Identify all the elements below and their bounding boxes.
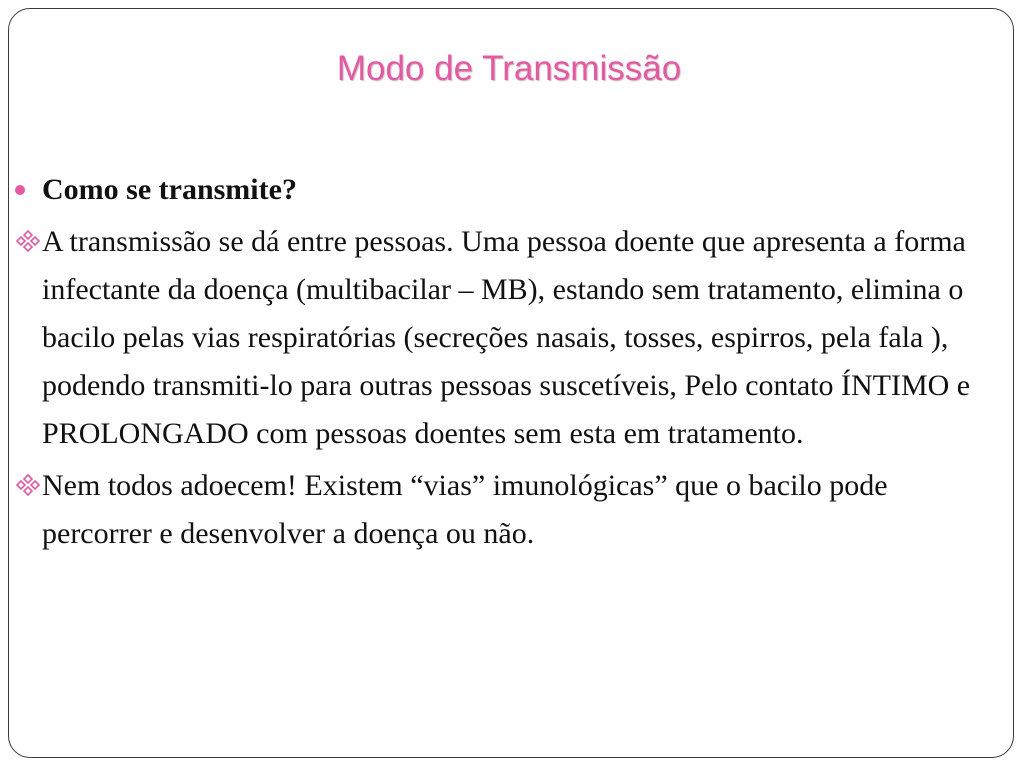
paragraph-text: A transmissão se dá entre pessoas. Uma pessoa doente que apresenta a forma infectante da doença (multibacilar – MB), estando sem tratamento, elimina o bacilo pelas vias respiratórias (secreções nasais, tosses, espirros, pela fala ), podendo transmiti-lo para outras pessoas suscetíveis, Pelo contato ÍNTIMO e PROLONGADO com pessoas doentes sem esta em tratamento.	[42, 225, 971, 450]
bullet-heading	[9, 166, 999, 214]
paragraph-text: Nem todos adoecem! Existem “vias” imunológicas” que o bacilo pode percorrer e desenvolver a doença ou não.	[42, 469, 888, 550]
four-diamond-icon	[16, 474, 40, 496]
heading-text: Como se transmite?	[42, 173, 297, 206]
slide-frame	[8, 8, 1014, 758]
slide-title: Modo de Transmissão	[336, 49, 682, 88]
bullet-paragraph-1	[9, 218, 999, 458]
pink-dot-icon	[15, 185, 25, 195]
bullet-paragraph-2	[9, 462, 999, 558]
four-diamond-icon	[16, 230, 40, 252]
slide-body	[9, 166, 999, 558]
